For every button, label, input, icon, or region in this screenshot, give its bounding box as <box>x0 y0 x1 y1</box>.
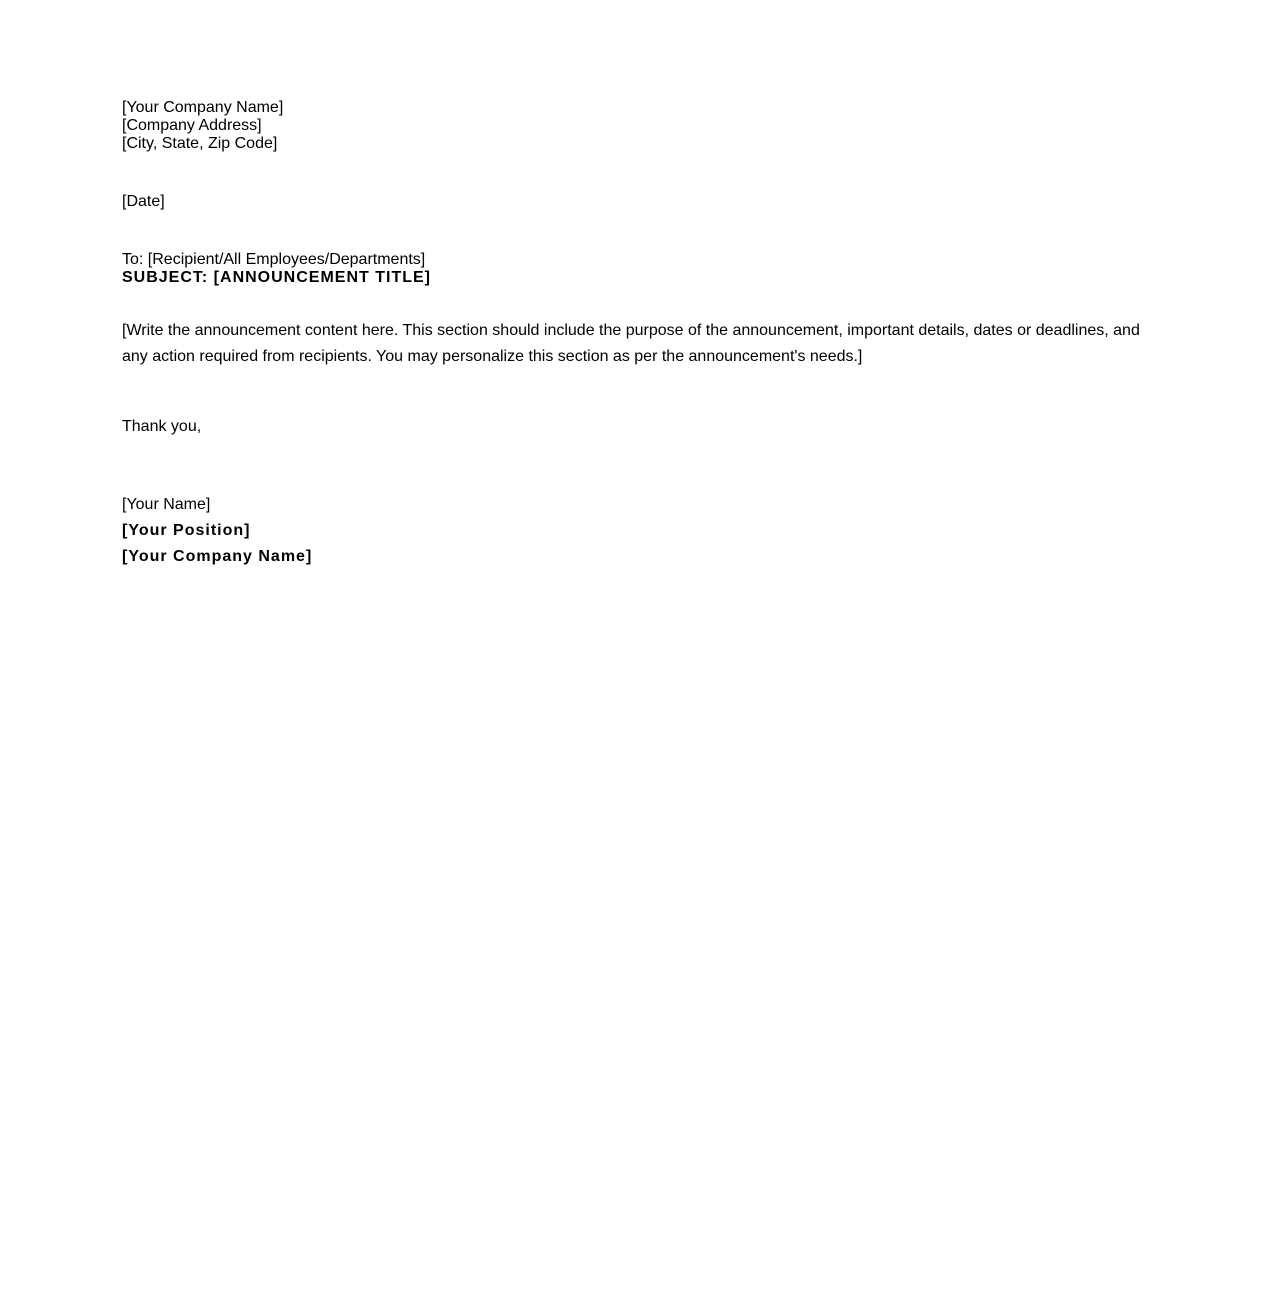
subject-line: SUBJECT: [ANNOUNCEMENT TITLE] <box>122 269 431 286</box>
closing-line: Thank you, <box>122 418 202 435</box>
signature-name: [Your Name] <box>122 496 211 513</box>
letter-date: [Date] <box>122 193 165 210</box>
letterhead-city-state-zip: [City, State, Zip Code] <box>122 135 278 152</box>
signature-company-name: [Your Company Name] <box>122 548 313 565</box>
announcement-body: [Write the announcement content here. This section should include the purpose of the announcement, important details, dates or deadlines, and any action required from recipients. You may personalize this section as per the announcement's needs.] <box>122 322 1140 365</box>
recipient-line: To: [Recipient/All Employees/Departments] <box>122 251 426 268</box>
letterhead-company-name: [Your Company Name] <box>122 99 284 116</box>
signature-position: [Your Position] <box>122 522 251 539</box>
letterhead-company-address: [Company Address] <box>122 117 262 134</box>
